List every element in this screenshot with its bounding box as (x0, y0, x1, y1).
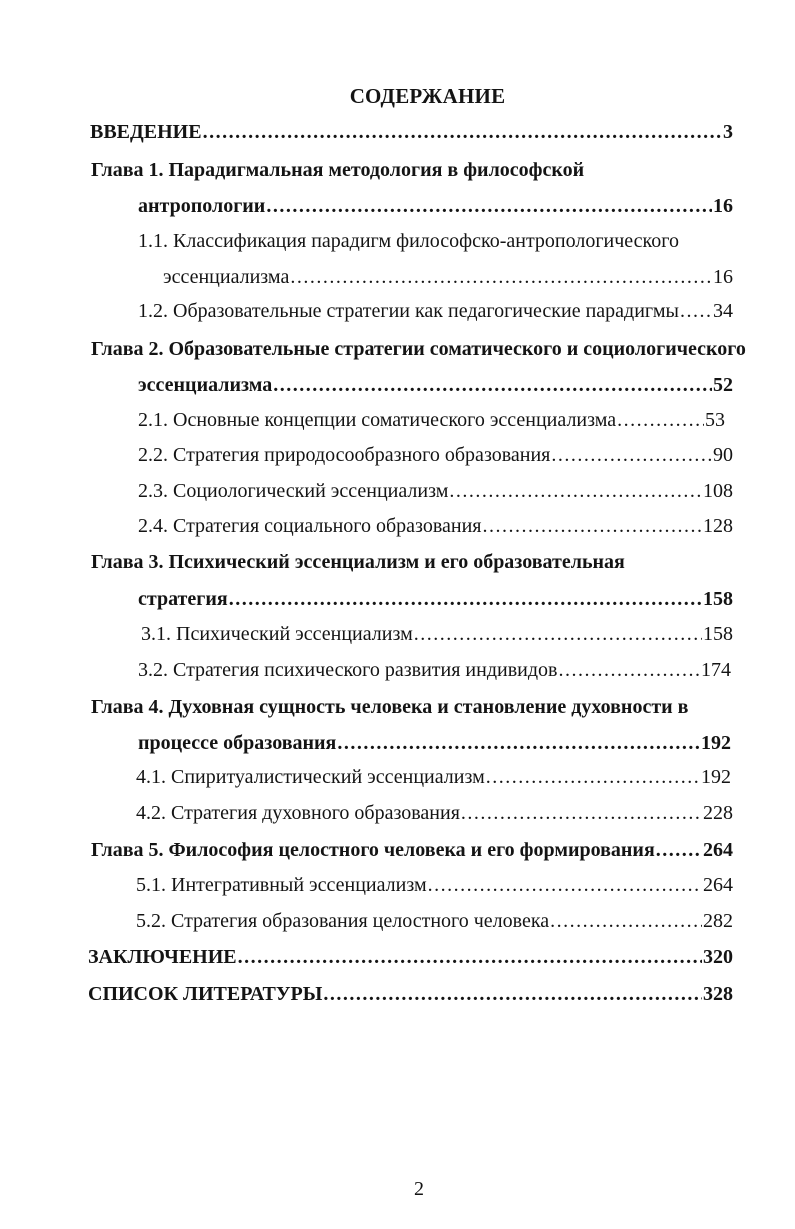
toc-section-2-3 (138, 476, 733, 506)
toc-entry-text: Глава 4. Духовная сущность человека и становление духовности в (91, 696, 689, 718)
toc-section-1-2 (138, 296, 733, 326)
toc-entry-text: 5.2. Стратегия образования целостного человека (136, 910, 550, 932)
toc-page-number: 328 (703, 983, 733, 1005)
toc-chapter-5 (91, 835, 733, 865)
toc-dot-leader (483, 511, 703, 541)
toc-page-number: 34 (713, 300, 733, 322)
toc-section-3-2 (138, 655, 731, 685)
toc-entry-text: эссенциализма (138, 374, 273, 396)
toc-entry-text: процессе образования (138, 732, 337, 754)
toc-page-number: 52 (713, 374, 733, 396)
toc-section-5-2 (136, 906, 733, 936)
toc-page-number: 192 (701, 766, 731, 788)
toc-dot-leader (486, 762, 700, 792)
toc-page-number: 90 (713, 444, 733, 466)
toc-page-number: 192 (701, 732, 731, 754)
toc-section-5-1 (136, 870, 733, 900)
toc-entry-text: 2.3. Социологический эссенциализм (138, 480, 449, 502)
toc-section-3-1 (141, 619, 733, 649)
toc-page-number: 16 (713, 195, 733, 217)
toc-entry-text: ЗАКЛЮЧЕНИЕ (88, 946, 237, 968)
page-title: СОДЕРЖАНИЕ (349, 84, 506, 108)
toc-entry-text: антропологии (138, 195, 266, 217)
toc-section-1-1-end (163, 262, 733, 292)
toc-page-number: 158 (703, 623, 733, 645)
toc-conclusion (88, 942, 733, 972)
toc-chapter-3-title (91, 547, 625, 577)
toc-page-number: 264 (703, 874, 733, 896)
toc-section-4-2 (136, 798, 733, 828)
toc-page-number: 128 (703, 515, 733, 537)
toc-entry-text: Глава 1. Парадигмальная методология в философской (91, 159, 585, 181)
toc-dot-leader (203, 117, 722, 147)
toc-entry-text: 1.1. Классификация парадигм философско-антропологического (138, 230, 679, 252)
toc-section-1-1-title (138, 226, 679, 256)
toc-dot-leader (414, 619, 702, 649)
toc-dot-leader (461, 798, 702, 828)
toc-page-number: 264 (703, 839, 733, 861)
toc-entry-text: стратегия (138, 588, 228, 610)
toc-page-number: 174 (701, 659, 731, 681)
toc-entry-text: 4.1. Спиритуалистический эссенциализм (136, 766, 485, 788)
toc-dot-leader (617, 405, 704, 435)
toc-bibliography (88, 979, 733, 1009)
toc-page-number: 228 (703, 802, 733, 824)
toc-dot-leader (550, 906, 702, 936)
toc-entry-text: Глава 5. Философия целостного человека и его формирования (91, 839, 655, 861)
toc-dot-leader (323, 979, 702, 1009)
toc-chapter-1-end (138, 191, 733, 221)
toc-dot-leader (273, 370, 712, 400)
toc-chapter-2-end (138, 370, 733, 400)
toc-entry-text: 3.1. Психический эссенциализм (141, 623, 413, 645)
toc-page-number: 320 (703, 946, 733, 968)
toc-entry-text: Глава 2. Образовательные стратегии соматического и социологического (91, 338, 746, 360)
toc-entry-text: эссенциализма (163, 266, 290, 288)
toc-entry-introduction (90, 117, 733, 147)
toc-dot-leader (428, 870, 702, 900)
toc-entry-text: 4.2. Стратегия духовного образования (136, 802, 460, 824)
toc-page-number: 158 (703, 588, 733, 610)
toc-chapter-3-end (138, 584, 733, 614)
toc-chapter-4-title (91, 692, 688, 722)
toc-page-number: 3 (723, 121, 733, 143)
toc-page-number: 282 (703, 910, 733, 932)
toc-entry-text: 3.2. Стратегия психического развития индивидов (138, 659, 558, 681)
toc-dot-leader (290, 262, 712, 292)
toc-entry-text: 2.4. Стратегия социального образования (138, 515, 482, 537)
toc-dot-leader (229, 584, 702, 614)
page-number: 2 (414, 1178, 424, 1200)
toc-dot-leader (238, 942, 702, 972)
toc-dot-leader (680, 296, 712, 326)
toc-section-2-2 (138, 440, 733, 470)
toc-entry-text: СПИСОК ЛИТЕРАТУРЫ (88, 983, 323, 1005)
toc-page-number: 16 (713, 266, 733, 288)
toc-entry-text: 5.1. Интегративный эссенциализм (136, 874, 427, 896)
toc-dot-leader (449, 476, 702, 506)
toc-dot-leader (558, 655, 700, 685)
toc-entry-text: ВВЕДЕНИЕ (90, 121, 202, 143)
toc-entry-text: 1.2. Образовательные стратегии как педагогические парадигмы (138, 300, 679, 322)
toc-chapter-2-title (91, 334, 746, 364)
toc-entry-text: 2.1. Основные концепции соматического эссенциализма (138, 409, 617, 431)
toc-dot-leader (656, 835, 702, 865)
toc-entry-text: Глава 3. Психический эссенциализм и его образовательная (91, 551, 625, 573)
toc-section-2-4 (138, 511, 733, 541)
toc-dot-leader (266, 191, 712, 221)
toc-dot-leader (551, 440, 712, 470)
toc-page-number: 53 (705, 409, 725, 431)
toc-chapter-4-end (138, 728, 731, 758)
toc-chapter-1-title (91, 155, 584, 185)
toc-section-2-1 (138, 405, 725, 435)
toc-entry-text: 2.2. Стратегия природосообразного образования (138, 444, 551, 466)
toc-dot-leader (337, 728, 700, 758)
toc-page-number: 108 (703, 480, 733, 502)
toc-section-4-1 (136, 762, 731, 792)
